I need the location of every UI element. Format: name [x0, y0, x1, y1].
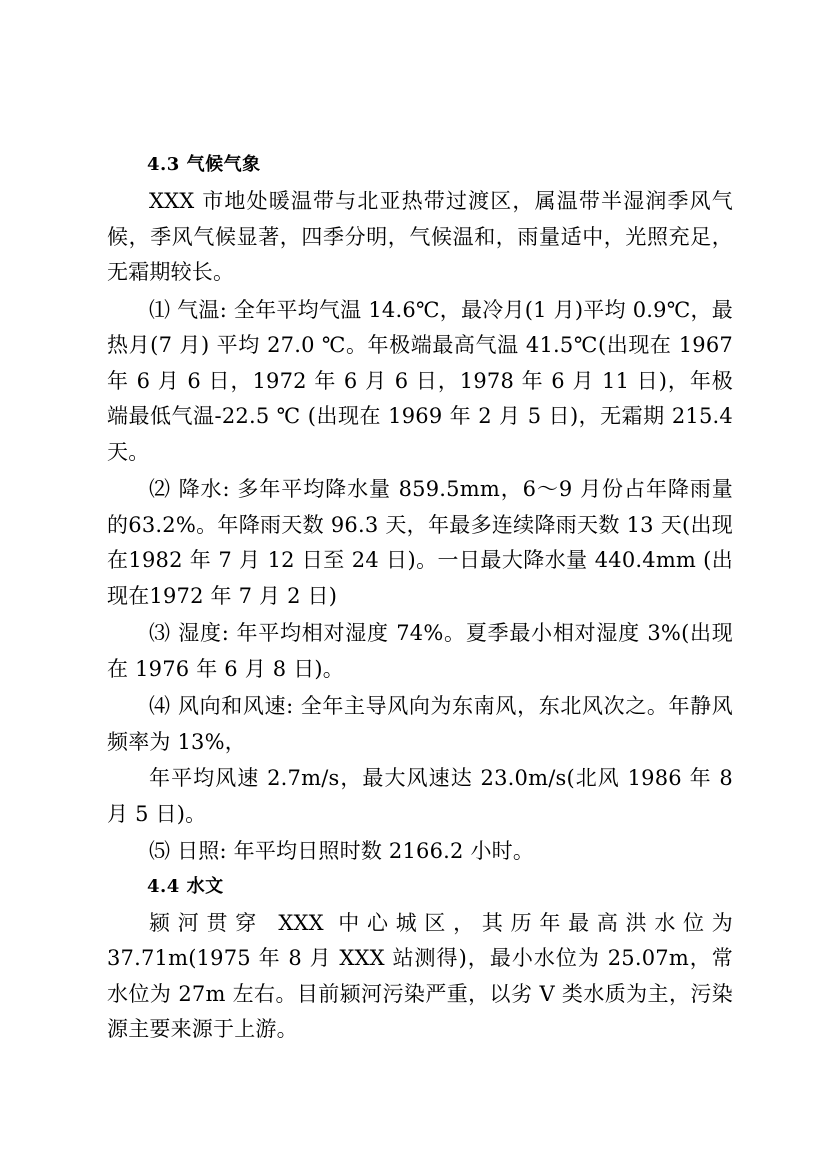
paragraph-hydrology: 颍河贯穿 XXX 中心城区，其历年最高洪水位为 37.71m(1975 年 8 月 XXX 站测得)，最小水位为 25.07m，常水位为 27m 左右。目前颍河污染严重，以劣 V 类水质为主，污染源主要来源于上游。 [107, 910, 733, 1041]
paragraph-wind-speed: 年平均风速 2.7m/s，最大风速达 23.0m/s(北风 1986 年 8 月 5 日)。 [107, 766, 733, 826]
section-heading-climate: 4.3 气候气象 [147, 154, 261, 175]
document-body [107, 150, 733, 1049]
paragraph-sunshine: ⑸ 日照: 年平均日照时数 2166.2 小时。 [149, 839, 535, 863]
section-heading-hydrology: 4.4 水文 [147, 875, 224, 897]
paragraph-temperature: ⑴ 气温: 全年平均气温 14.6℃，最冷月(1 月)平均 0.9℃，最热月(7 月) 平均 27.0 ℃。年极端最高气温 41.5℃(出现在 1967 年 6 月 6 日，1972 年 6 月 6 日，1978 年 6 月 11 日)，年极端最低气温-22.5 ℃ (出现在 1969 年 2 月 5 日)，无霜期 215.4 天。 [107, 297, 733, 464]
paragraph-climate-intro: XXX 市地处暖温带与北亚热带过渡区，属温带半湿润季风气候，季风气候显著，四季分明，气候温和，雨量适中，光照充足，无霜期较长。 [107, 189, 733, 284]
paragraph-wind-direction: ⑷ 风向和风速: 全年主导风向为东南风，东北风次之。年静风频率为 13%， [107, 694, 733, 754]
paragraph-humidity: ⑶ 湿度: 年平均相对湿度 74%。夏季最小相对湿度 3%(出现在 1976 年 6 月 8 日)。 [107, 621, 733, 681]
paragraph-precipitation: ⑵ 降水: 多年平均降水量 859.5mm，6～9 月份占年降雨量的63.2%。年降雨天数 96.3 天，年最多连续降雨天数 13 天(出现在1982 年 7 月 12 日至 24 日)。一日最大降水量 440.4mm (出现在1972 年 7 月 2 日) [107, 477, 733, 608]
